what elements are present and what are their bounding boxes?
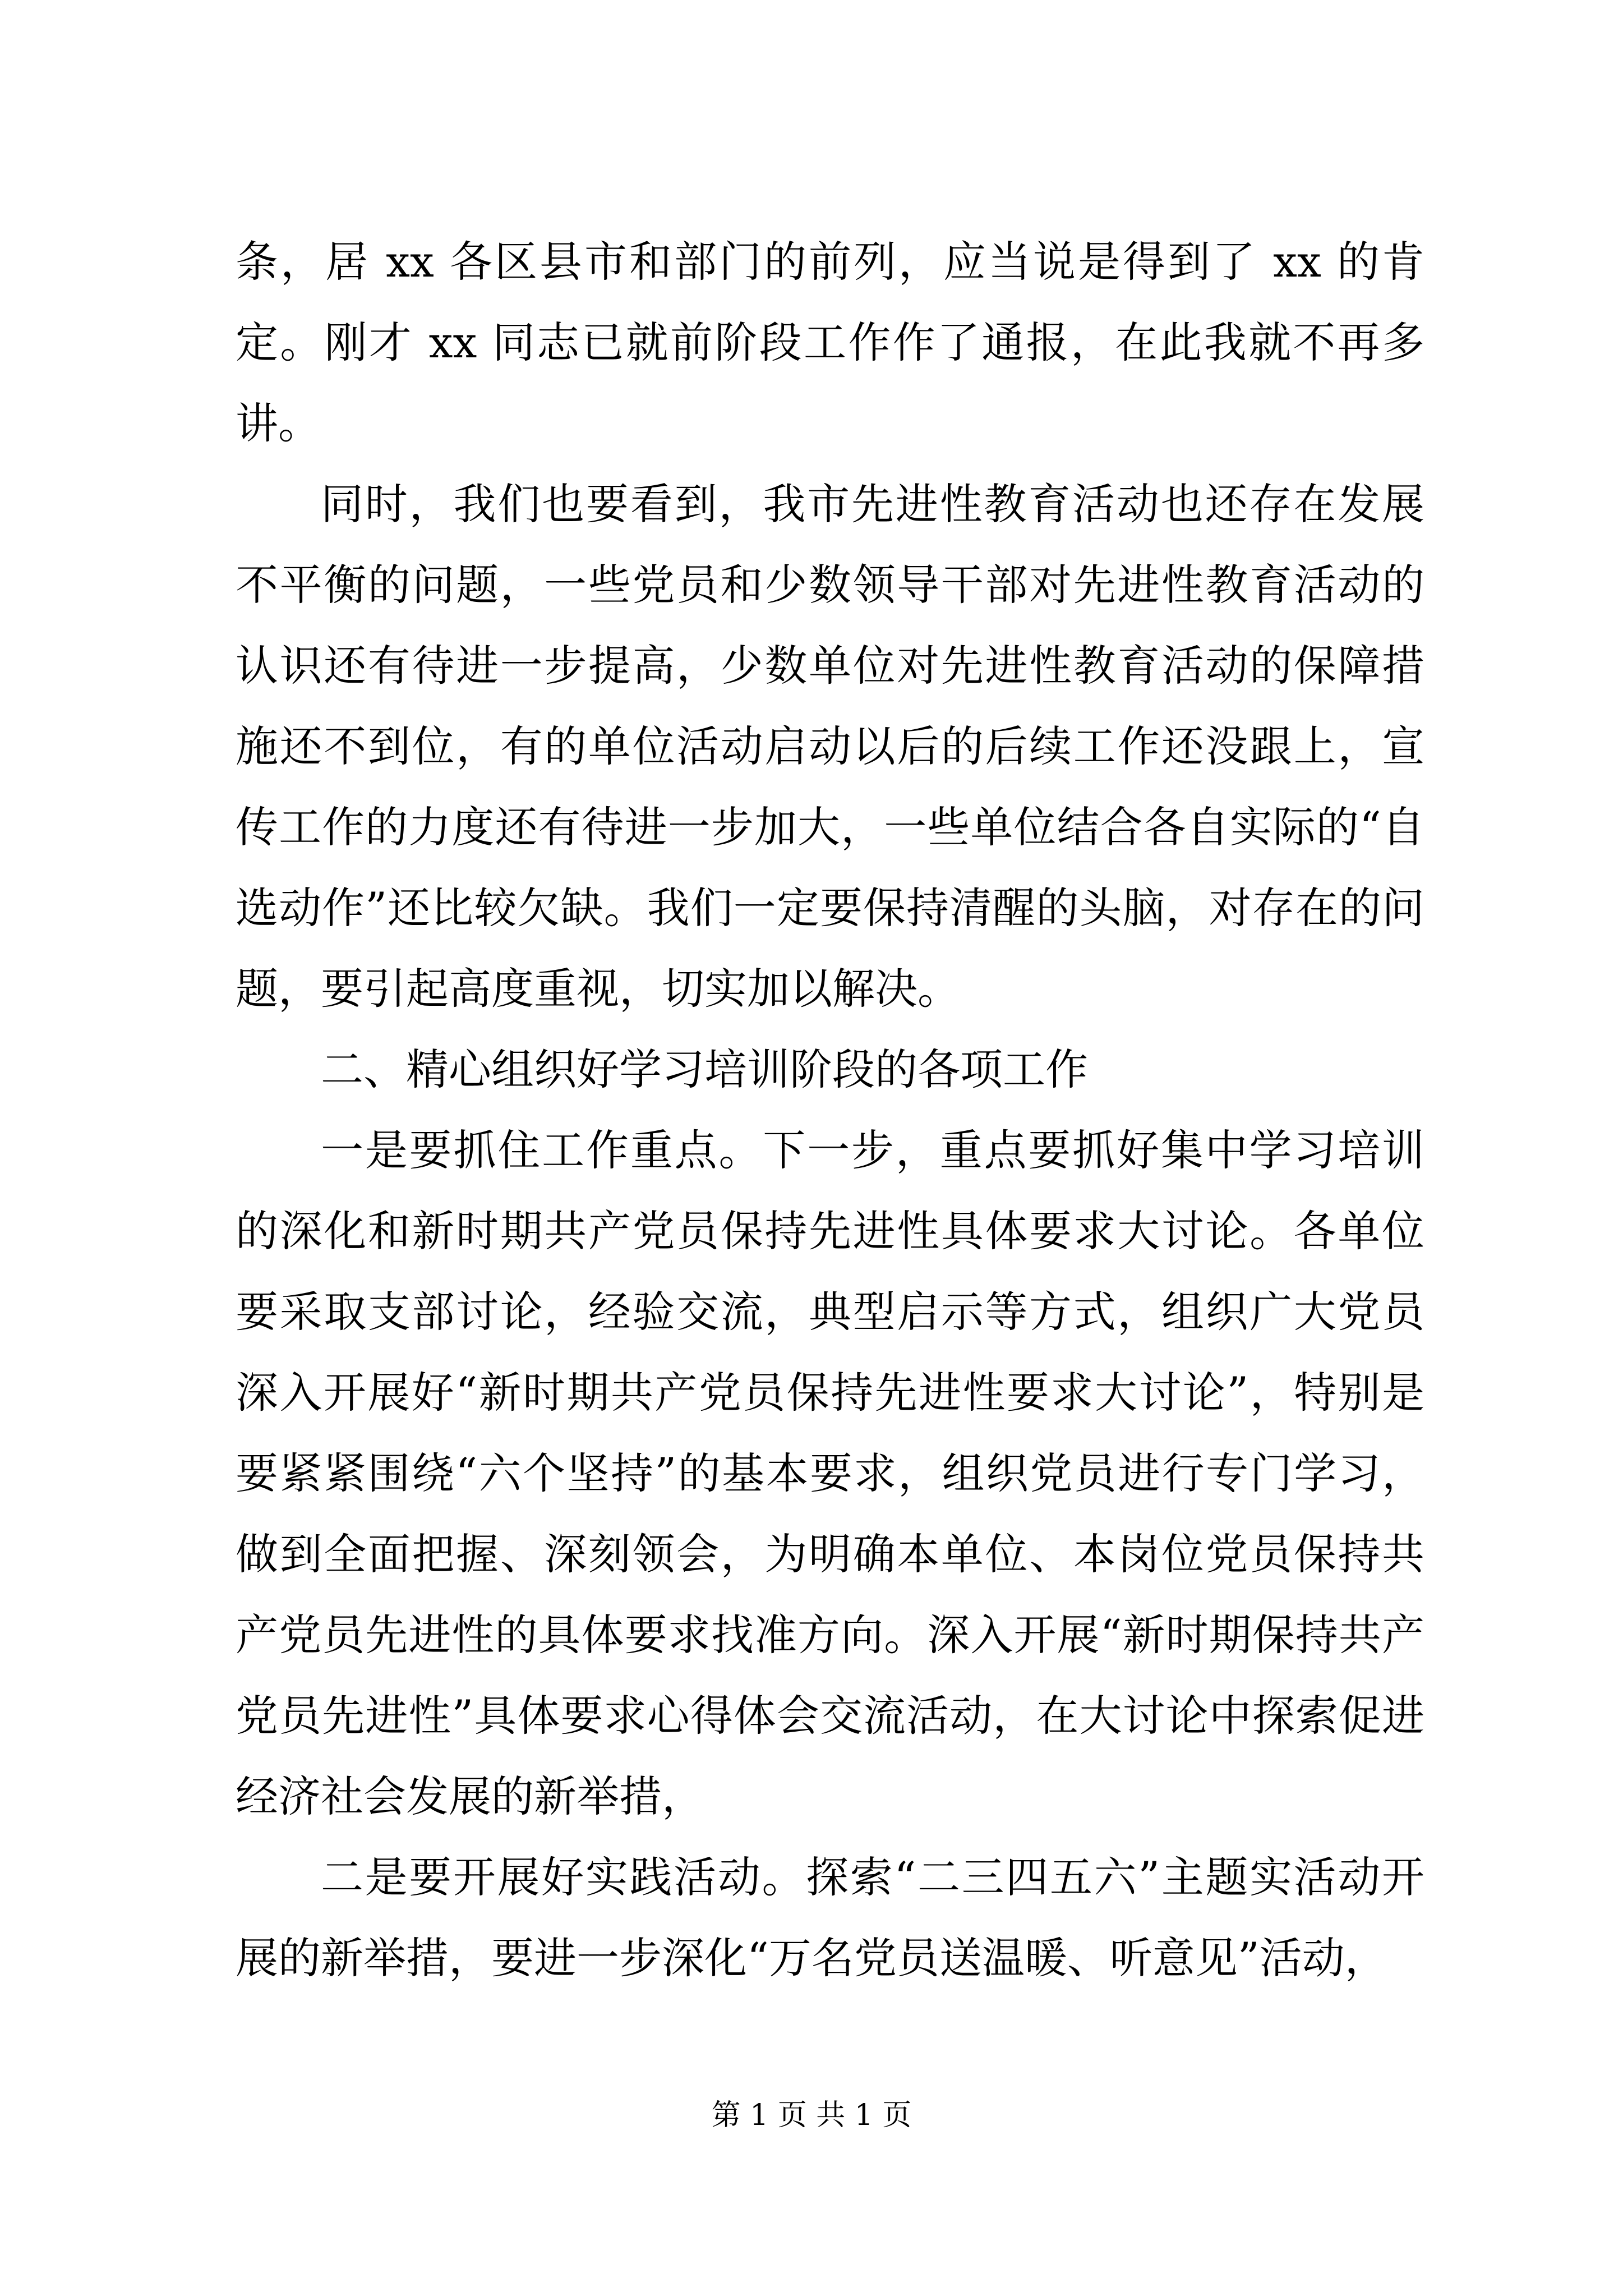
document-body (236, 222, 1424, 1999)
paragraph-4: 二是要开展好实践活动。探索“二三四五六”主题实活动开展的新举措，要进一步深化“万名党员送温暖、听意见”活动， (236, 1852, 1424, 1983)
paragraph-2: 同时，我们也要看到，我市先进性教育活动也还存在发展不平衡的问题，一些党员和少数领导干部对先进性教育活动的认识还有待进一步提高，少数单位对先进性教育活动的保障措施还不到位，有的单位活动启动以后的后续工作还没跟上，宣传工作的力度还有待进一步加大，一些单位结合各自实际的“自选动作”还比较欠缺。我们一定要保持清醒的头脑，对存在的问题，要引起高度重视，切实加以解决。 (236, 479, 1424, 1014)
paragraph-3: 一是要抓住工作重点。下一步，重点要抓好集中学习培训的深化和新时期共产党员保持先进性具体要求大讨论。各单位要采取支部讨论，经验交流，典型启示等方式，组织广大党员深入开展好“新时期共产党员保持先进性要求大讨论”，特别是要紧紧围绕“六个坚持”的基本要求，组织党员进行专门学习，做到全面把握、深刻领会，为明确本单位、本岗位党员保持共产党员先进性的具体要求找准方向。深入开展“新时期保持共产党员先进性”具体要求心得体会交流活动，在大讨论中探索促进经济社会发展的新举措， (236, 1125, 1424, 1821)
section-heading-2: 二、精心组织好学习培训阶段的各项工作 (321, 1045, 1088, 1094)
paragraph-1: 条，居 xx 各区县市和部门的前列，应当说是得到了 xx 的肯定。刚才 xx 同志已就前阶段工作作了通报，在此我就不再多讲。 (236, 237, 1424, 448)
page-footer: 第 1 页 共 1 页 (711, 2099, 912, 2132)
